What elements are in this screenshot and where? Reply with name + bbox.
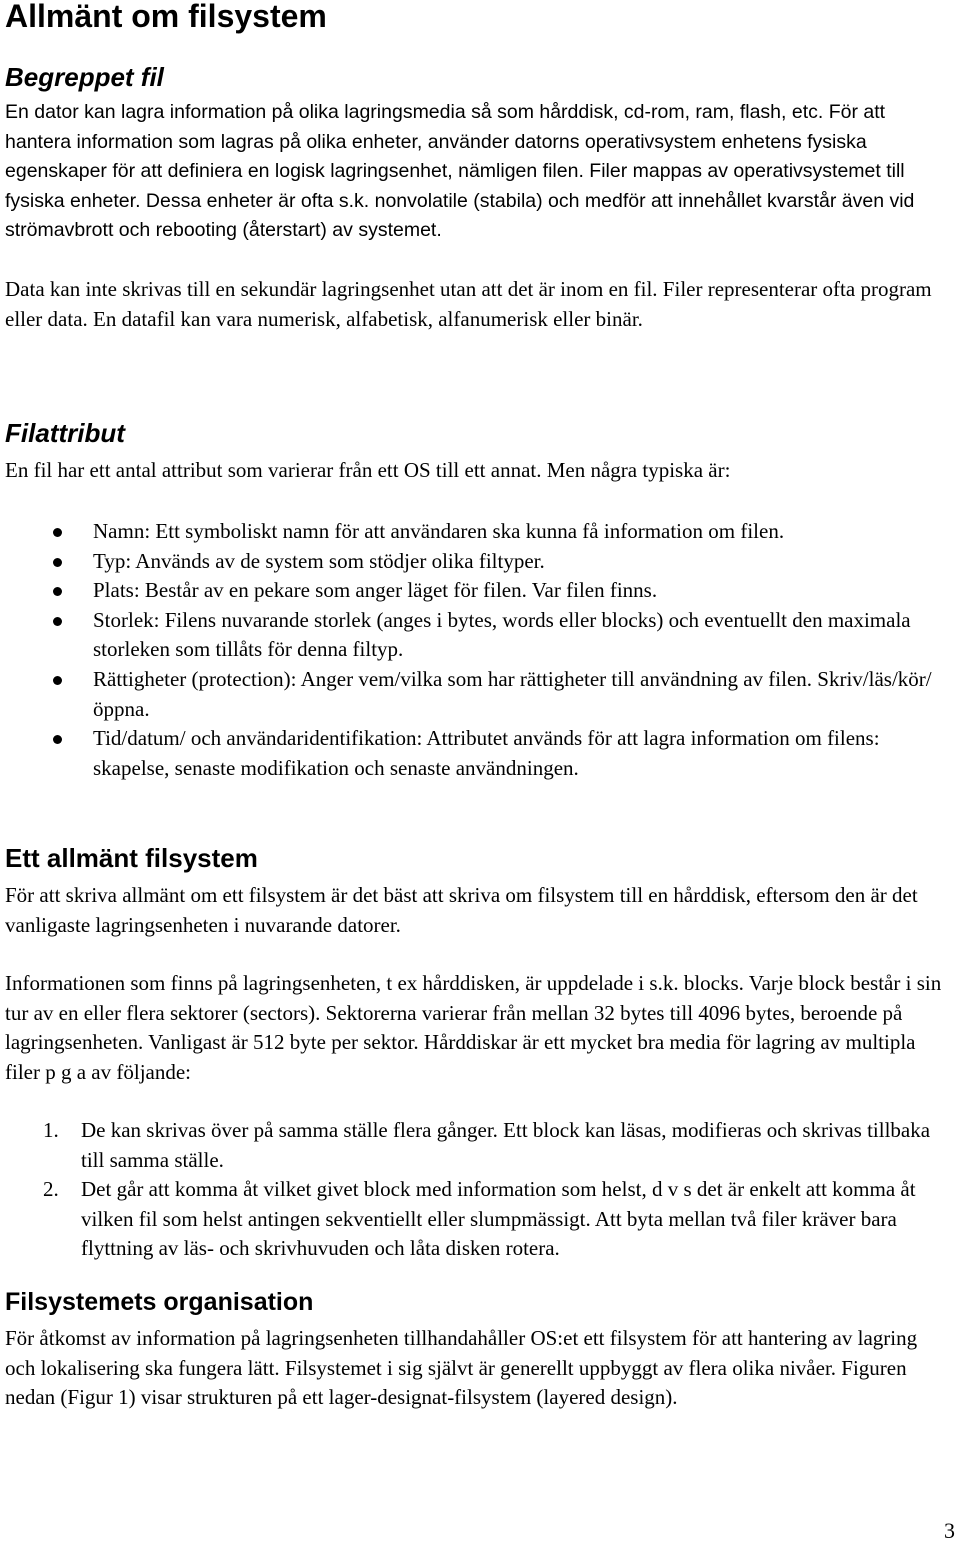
bullet-icon [53,528,62,537]
list-item [5,517,950,547]
list-item-text: Storlek: Filens nuvarande storlek (anges i bytes, words eller blocks) och eventuellt den maximala storleken som tillåts för denna filtyp. [93,607,911,662]
list-item-text: Typ: Används av de system som stödjer olika filtyper. [93,548,545,573]
list-item-text: Namn: Ett symboliskt namn för att användaren ska kunna få information om filen. [93,519,785,543]
paragraph-serif-part: nonvolatile (stabila) och medför att innehållet kvarstår även vid strömavbrott och rebooting (återstart) av systemet. [5,189,915,242]
bullet-icon [53,587,62,596]
list-item [5,1175,955,1264]
bullet-icon [53,735,62,744]
bullet-icon [53,558,62,567]
document-page [5,0,955,1543]
list-item-text: Tid/datum/ och användaridentifikation: Attributet används för att lagra information om filens: skapelse, senaste modifikation och senaste användningen. [93,726,880,780]
list-number: 2. [43,1177,59,1202]
heading-begreppet-fil: Begreppet fil [5,62,164,92]
heading-filattribut: Filattribut [5,418,125,448]
list-item [5,606,950,665]
list-item-text: De kan skrivas över på samma ställe flera gånger. Ett block kan läsas, modifieras och skrivas tillbaka till samma ställe. [81,1118,931,1172]
bullet-icon [53,617,62,626]
list-item-text: Det går att komma åt vilket givet block med information som helst, d v s det är enkelt att komma åt vilken fil som helst antingen sekventiellt eller slumpmässigt. Att byta mellan två filer kräver bara flyttning av läs- och skrivhuvuden och låta disken rotera. [81,1177,916,1261]
bullet-icon [53,676,62,685]
list-item [5,665,950,724]
list-item-text: Rättigheter (protection): Anger vem/vilka som har rättigheter till användning av filen. Skriv/läs/kör/öppna. [93,666,932,721]
paragraph-begreppet-fil [5,98,950,246]
list-item-text: Plats: Består av en pekare som anger läget för filen. Var filen finns. [93,578,658,603]
paragraph-sans-part: En dator kan lagra information på olika lagringsmedia så som hårddisk, cd-rom, ram, flash, etc. För att hantera information som lagras på olika enheter, använder datorns operativsystem enhetens fysiska egenskaper för att definiera en logisk lagringsenhet, nämligen filen. Filer mappas av operativsystemet till fysiska enheter. Dessa enheter är ofta s.k. [5,101,905,212]
page-title: Allmänt om filsystem [5,0,327,34]
list-item [5,576,950,606]
paragraph-filattribut-intro: En fil har ett antal attribut som varierar från ett OS till ett annat. Men några typiska är: [5,458,731,482]
heading-ett-allmant-filsystem: Ett allmänt filsystem [5,843,258,873]
heading-filsystemets-organisation: Filsystemets organisation [5,1288,314,1316]
paragraph-blocks: Informationen som finns på lagringsenheten, t ex hårddisken, är uppdelade i s.k. blocks. Varje block består i sin tur av en eller flera sektorer (sectors). Sektorerna varierar från mellan 32 bytes till 4096 bytes, beroende på lagringsenheten. Vanligast är 512 byte per sektor. Hårddiskar är ett mycket bra media för lagring av multipla filer p g a av följande: [5,971,942,1084]
list-item [5,547,950,577]
paragraph-organisation: För åtkomst av information på lagringsenheten tillhandahåller OS:et ett filsystem för att hantering av lagring och lokalisering ska fungera lätt. Filsystemet i sig självt är generellt uppbyggt av flera olika nivåer. Figuren nedan (Figur 1) visar strukturen på ett lager-designat-filsystem (layered design). [5,1326,918,1410]
page-number: 3 [944,1518,955,1543]
numbered-list [5,1116,955,1264]
list-item [5,724,950,783]
list-number: 1. [43,1118,59,1142]
list-item [5,1116,955,1175]
attribute-list [5,517,950,783]
paragraph-data-fil: Data kan inte skrivas till en sekundär lagringsenhet utan att det är inom en fil. Filer representerar ofta program eller data. En datafil kan vara numerisk, alfabetisk, alfanumerisk eller binär. [5,277,932,331]
paragraph-harddisk: För att skriva allmänt om ett filsystem är det bäst att skriva om filsystem till en hårddisk, eftersom den är det vanligaste lagringsenheten i nuvarande datorer. [5,883,918,937]
